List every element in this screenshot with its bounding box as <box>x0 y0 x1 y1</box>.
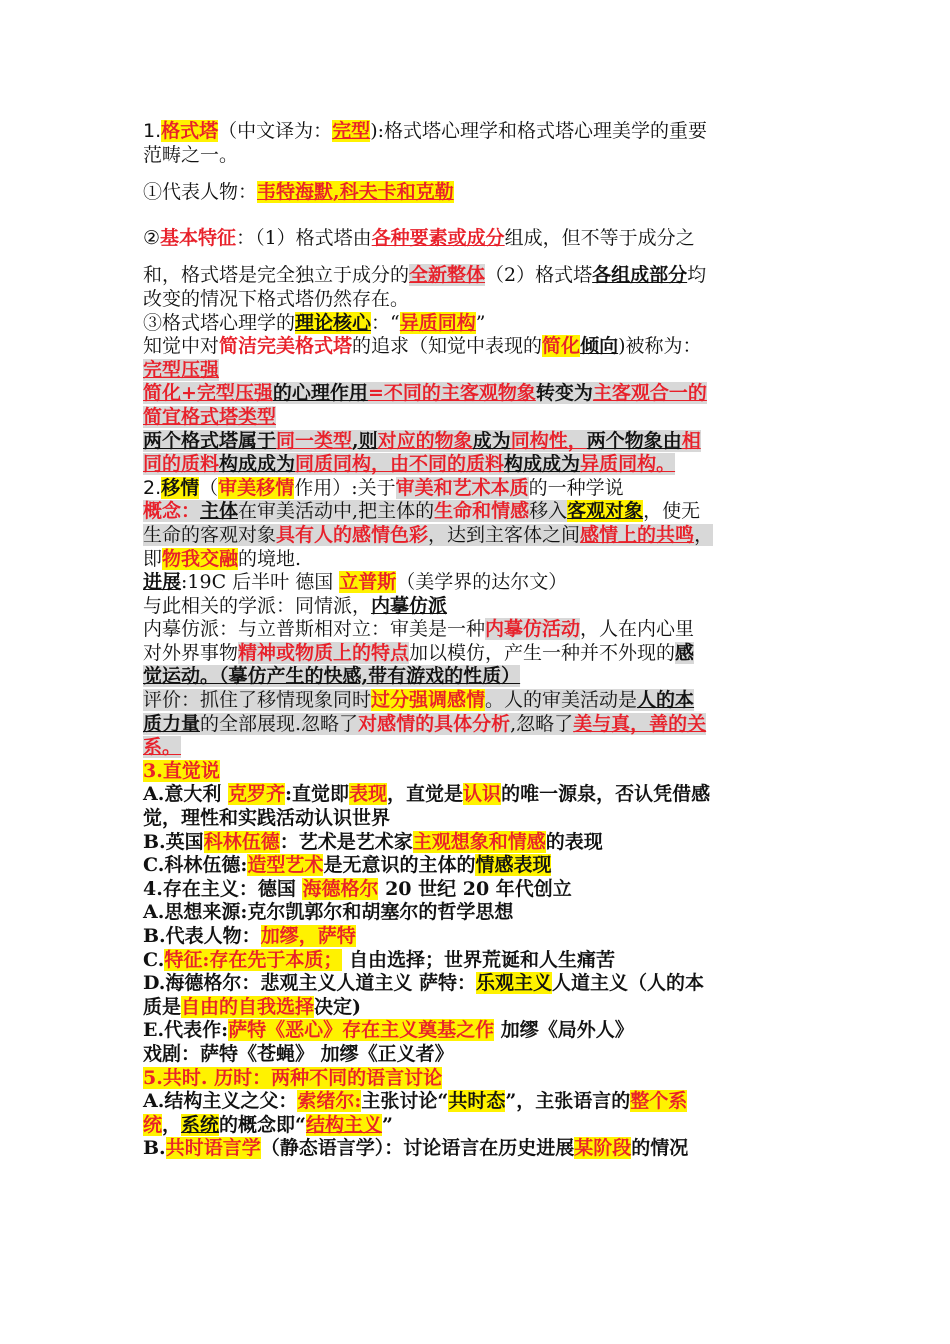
s4-line-1: 4.存在主义：德国 海德格尔 20 世纪 20 年代创立 <box>143 877 572 900</box>
s1-line-10: 简化+完型压强的心理作用=不同的主客观物象转变为主客观合一的 <box>143 382 707 405</box>
s2-line-2: 概念：主体在审美活动中,把主体的生命和情感移入客观对象，使无 <box>143 500 701 523</box>
s2-line-7: 内摹仿派：与立普斯相对立：审美是一种内摹仿活动，人在内心里 <box>143 618 695 641</box>
s1-line-3: ①代表人物：韦特海默,科夫卡和克勒 <box>143 181 454 204</box>
s2-line-5: 进展:19C 后半叶 德国 立普斯（美学界的达尔文） <box>143 571 568 594</box>
s4-line-5: D.海德格尔：悲观主义人道主义 萨特：乐观主义人道主义（人的本 <box>143 972 705 995</box>
s2-line-9: 觉运动。（摹仿产生的快感,带有游戏的性质） <box>143 665 521 688</box>
s1-line-6: 改变的情况下格式塔仍然存在。 <box>143 287 410 310</box>
s1-line-8: 知觉中对简洁完美格式塔的追求（知觉中表现的简化倾向)被称为： <box>143 335 702 358</box>
s1-line-13: 同的质料构成成为同质同构，由不同的质料构成成为异质同构。 <box>143 453 676 476</box>
s3-line-2: A.意大利 克罗齐:直觉即表现，直觉是认识的唯一源泉，否认凭借感 <box>143 783 711 806</box>
s4-line-8: 戏剧：萨特《苍蝇》 加缪《正义者》 <box>143 1042 454 1065</box>
s4-line-4: C.特征:存在先于本质； 自由选择；世界荒诞和人生痛苦 <box>143 948 616 971</box>
s4-line-7: E.代表作:萨特《恶心》存在主义奠基之作 加缪《局外人》 <box>143 1019 634 1042</box>
s2-line-6: 与此相关的学派：同情派，内摹仿派 <box>143 594 448 617</box>
s5-line-1: 5.共时. 历时：两种不同的语言讨论 <box>143 1066 443 1089</box>
s2-line-3: 生命的客观对象具有人的感情色彩，达到主客体之间感情上的共鸣， <box>143 523 714 546</box>
s1-line-11: 简宜格式塔类型 <box>143 405 277 428</box>
s2-line-10: 评价：抓住了移情现象同时过分强调感情。人的审美活动是人的本 <box>143 689 695 712</box>
s3-line-4: B.英国科林伍德：艺术是艺术家主观想象和情感的表现 <box>143 830 603 853</box>
s1-line-2: 范畴之一。 <box>143 143 239 166</box>
s3-line-5: C.科林伍德:造型艺术是无意识的主体的情感表现 <box>143 854 552 877</box>
s4-line-2: A.思想来源:克尔凯郭尔和胡塞尔的哲学思想 <box>143 901 514 924</box>
s1-line-5: 和，格式塔是完全独立于成分的全新整体（2）格式塔各组成部分均 <box>143 264 707 287</box>
s3-line-1: 3.直觉说 <box>143 759 220 782</box>
s2-line-1: 2.移情（审美移情作用）:关于审美和艺术本质的一种学说 <box>143 476 624 499</box>
s2-line-4: 即物我交融的境地. <box>143 547 302 570</box>
s4-line-3: B.代表人物：加缪，萨特 <box>143 925 356 947</box>
s2-line-12: 系。 <box>143 736 182 759</box>
s2-line-11: 质力量的全部展现.忽略了对感情的具体分析,忽略了美与真，善的关 <box>143 712 707 735</box>
s1-line-4: ②基本特征：（1）格式塔由各种要素或成分组成，但不等于成分之 <box>143 226 695 249</box>
s5-line-3: 统，系统的概念即“结构主义” <box>143 1113 393 1136</box>
s5-line-4: B.共时语言学（静态语言学）：讨论语言在历史进展某阶段的情况 <box>143 1137 689 1160</box>
s2-line-8: 对外界事物精神或物质上的特点加以模仿，产生一种并不外现的感 <box>143 641 695 664</box>
document-page <box>143 120 811 1161</box>
s1-line-1: 1.格式塔（中文译为：完型):格式塔心理学和格式塔心理美学的重要 <box>143 120 708 142</box>
s1-line-9: 完型压强 <box>143 358 220 381</box>
s3-line-3: 觉，理性和实践活动认识世界 <box>143 807 391 830</box>
s5-line-2: A.结构主义之父：索绪尔:主张讨论“共时态”，主张语言的整个系 <box>143 1090 688 1113</box>
s4-line-6: 质是自由的自我选择决定) <box>143 995 362 1018</box>
s1-line-12: 两个格式塔属于同一类型,则对应的物象成为同构性，两个物象由相 <box>143 429 701 452</box>
s1-line-7: ③格式塔心理学的理论核心：“异质同构” <box>143 311 486 334</box>
